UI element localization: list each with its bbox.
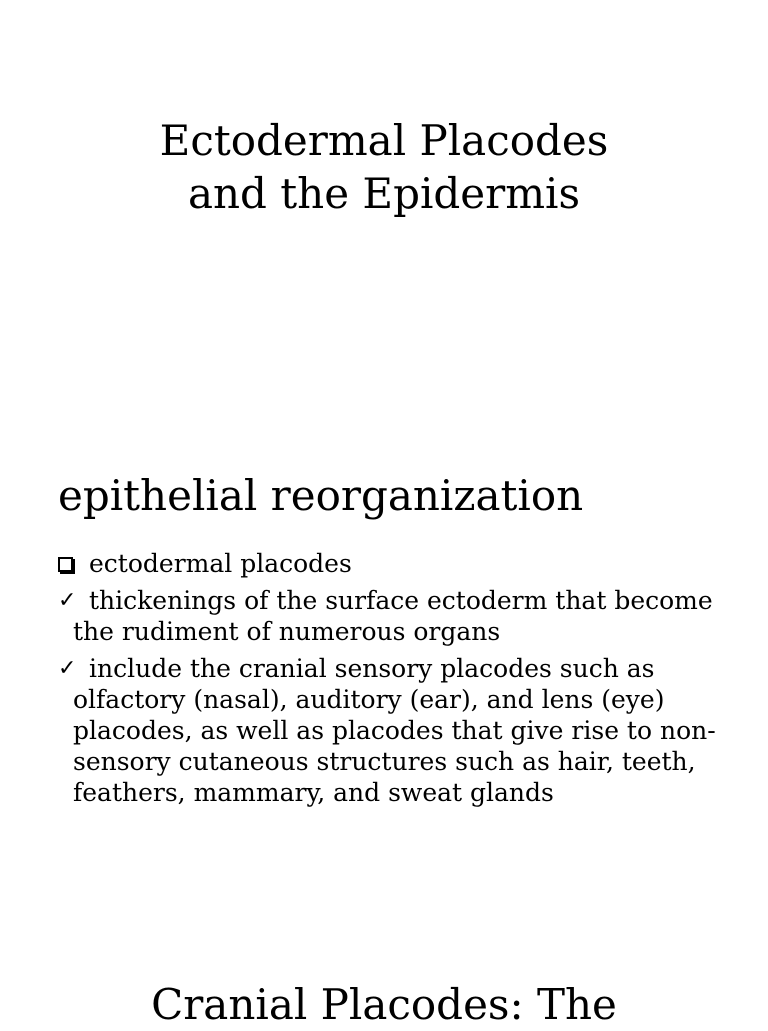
slide-title-line-1: Ectodermal Placodes (159, 116, 609, 165)
bullet-item (58, 585, 738, 647)
slide-title-line-2: and the Epidermis (187, 169, 581, 218)
bullet-item (58, 653, 738, 808)
slide-title (0, 114, 768, 220)
bullet-list (58, 548, 738, 814)
checkmark-icon: ✓ (58, 656, 77, 681)
bullet-item (58, 548, 738, 579)
bullet-text: ectodermal placodes (89, 549, 352, 578)
next-slide-title: Cranial Placodes: The (151, 980, 617, 1029)
checkmark-icon: ✓ (58, 588, 77, 613)
section-heading: epithelial reorganization (58, 471, 584, 520)
bullet-text: include the cranial sensory placodes such as olfactory (nasal), auditory (ear), and lens (eye) placodes, as well as placodes that give rise to non-sensory cutaneous structures such as hair, teeth, feathers, mammary, and sweat glands (73, 654, 716, 807)
bullet-text: thickenings of the surface ectoderm that become the rudiment of numerous organs (73, 586, 713, 646)
square-bullet-icon (58, 548, 73, 579)
